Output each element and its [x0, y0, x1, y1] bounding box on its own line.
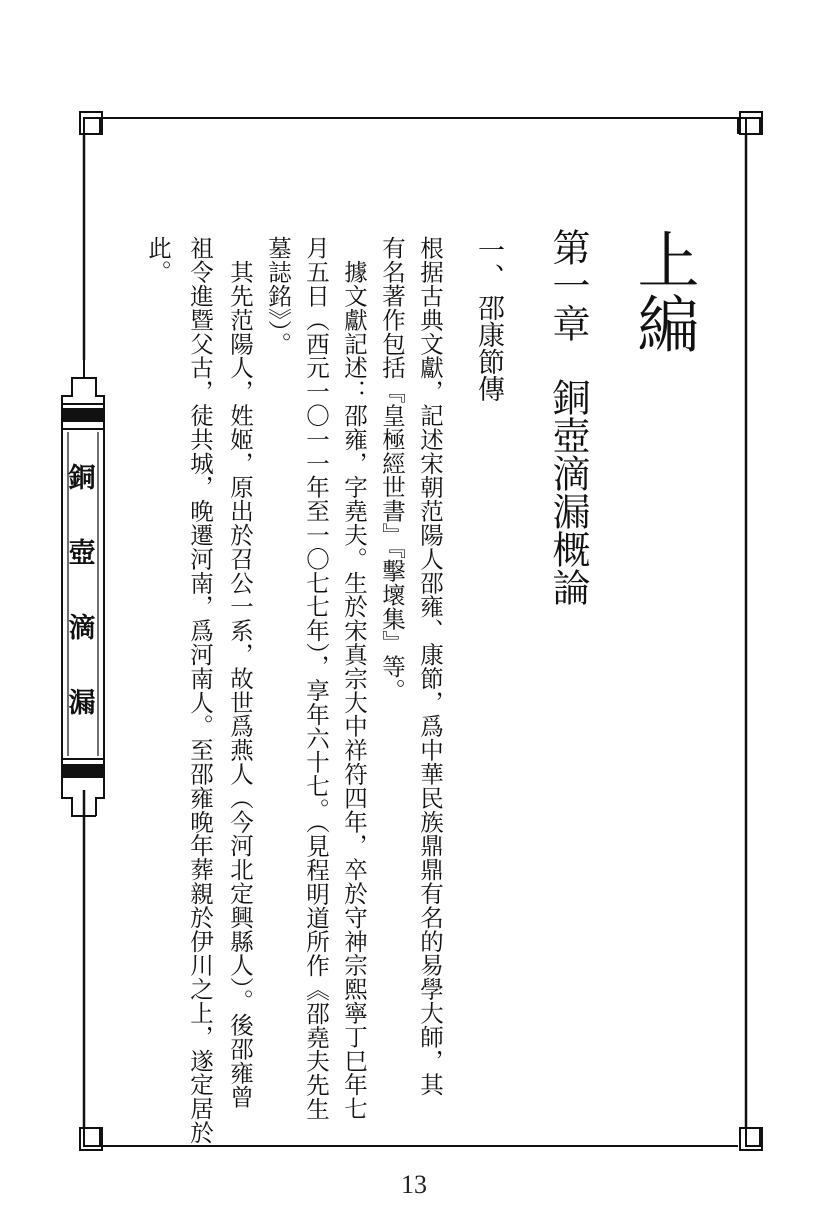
spine-char: 滴	[68, 613, 96, 644]
spine-label	[58, 465, 106, 765]
body-line: 有名著作包括『皇極經世書』『擊壞集』等。	[378, 236, 406, 703]
body-line: 根据古典文獻，記述宋朝范陽人邵雍、康節，爲中華民族鼎鼎有名的易學大師，其	[416, 236, 444, 1097]
body-line: 此。	[144, 236, 172, 284]
body-line: 據文獻記述：邵雍，字堯夫。生於宋真宗大中祥符四年，卒於守神宗熙寧丁巳年七	[340, 236, 368, 1121]
section-number: 一、	[473, 236, 504, 290]
part-title: 上編	[627, 228, 700, 356]
body-line: 墓誌銘》）。	[264, 236, 292, 356]
spine-char: 壺	[68, 538, 96, 569]
chapter-number: 第一章	[546, 228, 590, 342]
body-line: 祖令進暨父古，徒共城，晚遷河南，爲河南人。至邵雍晚年葬親於伊川之上，遂定居於	[186, 236, 214, 1145]
page-number: 13	[401, 1170, 427, 1199]
spine-char: 銅	[68, 463, 96, 494]
body-line: 月五日（西元一〇一一年至一〇七七年），享年六十七。（見程明道所作《邵堯夫先生	[302, 236, 330, 1121]
section-title: 邵康節傳	[473, 294, 504, 402]
section-heading	[474, 236, 502, 402]
chapter-heading	[548, 228, 588, 606]
body-line: 其先范陽人，姓姬，原出於召公一系，故世爲燕人（今河北定興縣人）。後邵雍曾	[226, 236, 254, 1109]
chapter-title: 銅壺滴漏概論	[546, 378, 590, 606]
spine-char: 漏	[68, 688, 96, 719]
